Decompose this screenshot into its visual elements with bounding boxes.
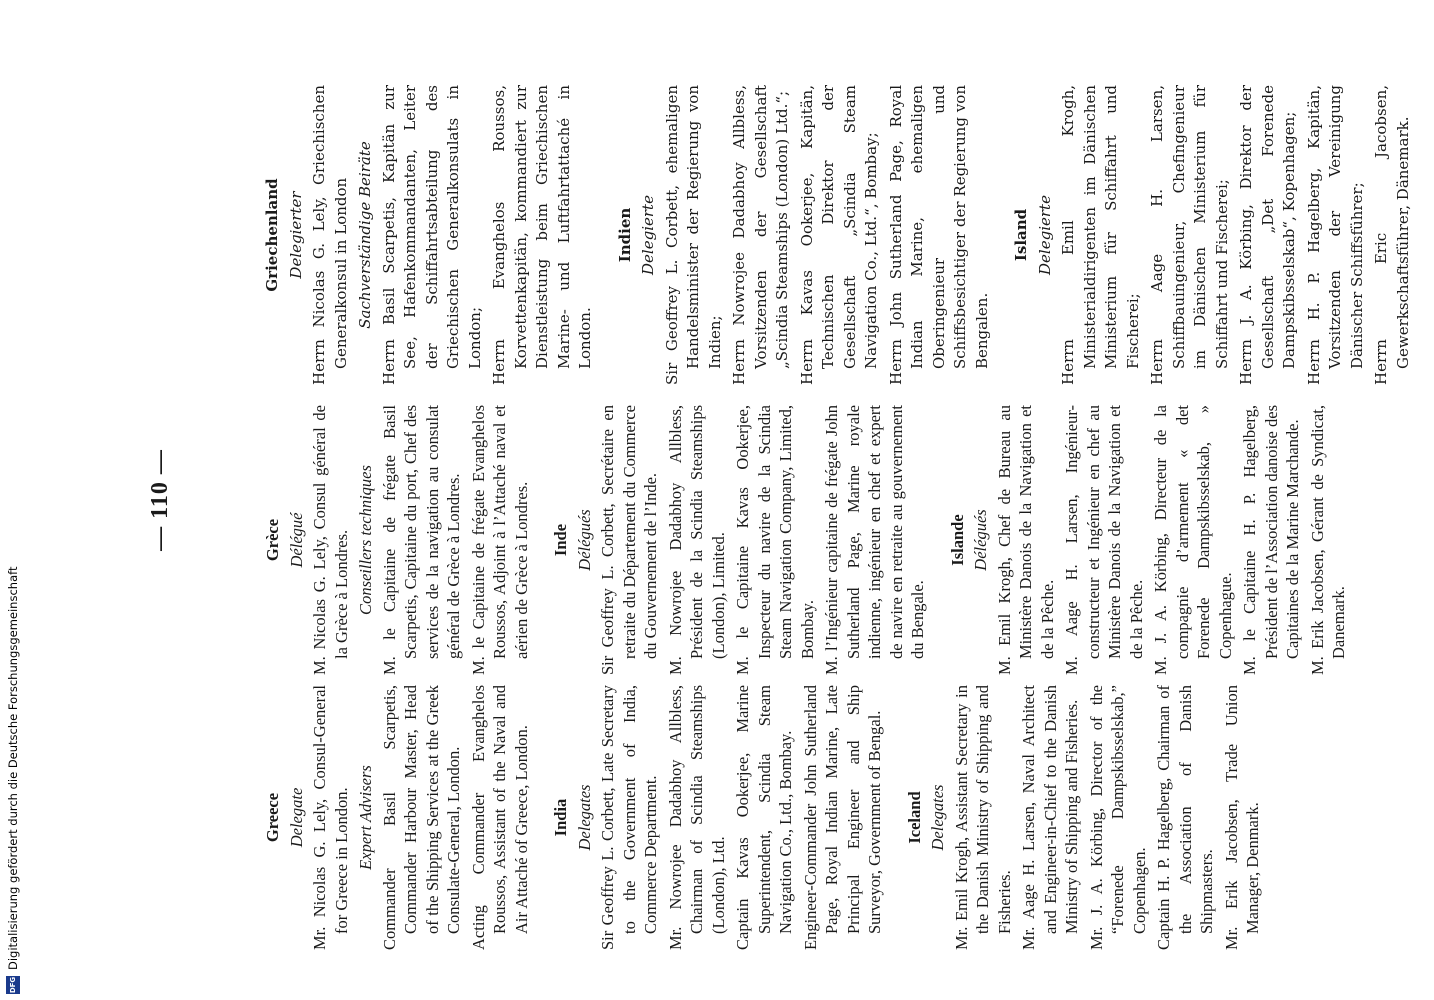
column-french — [262, 405, 1353, 675]
country-heading-iceland: Islande — [947, 514, 967, 566]
column-english — [262, 685, 1267, 950]
entry-iceland-delegate-1: M. Emil Krogh, Chef de Bureau au Ministère Danois de la Navigation et de la Pêche. — [994, 405, 1057, 675]
dfg-logo-icon: DFG — [6, 976, 20, 994]
subheading-delegates: Delegates — [928, 784, 947, 851]
country-heading-iceland: Island — [1012, 208, 1030, 262]
entry-india-delegate-4: Engineer-Commander John Sutherland Page, Royal Indian Marine, Late Principal Engineer and Ship Surveyor, Government of Bengal. — [800, 685, 884, 950]
entry-iceland-delegate-4: M. le Capitaine H. P. Hagelberg, Président de l’Association danoise des Capitaines de la Marine Marchande. — [1240, 405, 1302, 675]
entry-iceland-delegate-5: Herrn Eric Jacobsen, Gewerkschaftsführer, Dänemark. — [1372, 85, 1412, 385]
digitization-credit — [0, 0, 26, 1000]
entry-india-delegate-1: Sir Geoffrey L. Corbett, ehemaligen Handelsminister der Regierung von Indien; — [662, 85, 724, 385]
digitization-credit-text: Digitalisierung gefördert durch die Deutsche Forschungsgemeinschaft — [6, 566, 20, 970]
entry-greece-delegate: Mr. Nicolas G. Lely, Consul-General for Greece in London. — [310, 685, 351, 950]
entry-india-delegate-2: M. Nowrojee Dadabhoy Allbless, Président de la Scindia Steamships (London), Limited. — [665, 405, 728, 675]
entry-iceland-delegate-2: Mr. Aage H. Larsen, Naval Architect and Engineer-in-Chief to the Danish Ministry of Shipping and Fisheries. — [1019, 685, 1081, 950]
entry-greece-delegate: M. Nicolas G. Lely, Consul général de la Grèce à Londres. — [310, 405, 351, 675]
entry-iceland-delegate-1: Mr. Emil Krogh, Assistant Secretary in the Danish Ministry of Shipping and Fisheries. — [951, 685, 1014, 950]
document-page — [147, 0, 1412, 1000]
subheading-delegates: Delegates — [574, 784, 594, 851]
entry-india-delegate-1: Sir Geoffrey L. Corbett, Secrétaire en retraite du Département du Commerce du Gouvernement de l’Inde. — [598, 405, 660, 675]
entry-greece-expert-1: M. le Capitaine de frégate Basil Scarpetis, Capitaine du port, Chef des services de la navigation au consulat général de Grèce à Londres. — [379, 405, 463, 675]
entry-india-delegate-2: Mr. Nowrojee Dadabhoy Allbless, Chairman of Scindia Steamships (London), Ltd. — [665, 685, 728, 950]
subheading-expert-advisers: Expert Advisers — [356, 765, 375, 870]
entry-iceland-delegate-3: Mr. J. A. Körbing, Director of the “Forenede Dampskibsselskab,” Copenhagen. — [1086, 685, 1149, 950]
subheading-expert-advisers: Sachverständige Beiräte — [356, 141, 374, 329]
country-heading-iceland: Iceland — [904, 791, 924, 844]
country-heading-greece: Grèce — [263, 518, 282, 562]
entry-iceland-delegate-2: Herrn Aage H. Larsen, Schiffbauingenieur, Chefingenieur im Dänischen Ministerium für Schiffahrt und Fischerei; — [1148, 85, 1231, 385]
country-heading-india: Indien — [615, 207, 634, 263]
subheading-delegates: Delegierte — [1035, 195, 1054, 275]
country-heading-india: Inde — [551, 523, 570, 557]
entry-iceland-delegate-4: Captain H. P. Hagelberg, Chairman of the Association of Danish Shipmasters. — [1154, 685, 1216, 950]
country-heading-india: India — [551, 798, 570, 837]
entry-india-delegate-2: Herrn Nowrojee Dadabhoy Allbless, Vorsitzenden der Gesellschaft „Scindia Steamships (London) Ltd.“; — [730, 85, 791, 385]
entry-india-delegate-1: Sir Geoffrey L. Corbett, Late Secretary to the Government of India, Commerce Department. — [598, 685, 660, 950]
subheading-delegate: Delegate — [286, 787, 306, 848]
entry-india-delegate-3: M. le Capitaine Kavas Ookerjee, Inspecteur du navire de la Scindia Steam Navigation Company, Limited, Bombay. — [733, 405, 817, 675]
entry-iceland-delegate-4: Herrn H. P. Hagelberg, Kapitän, Vorsitzenden der Vereinigung Dänischer Schiffsführer; — [1304, 85, 1366, 385]
subheading-delegate: Delegierter — [286, 191, 305, 279]
subheading-delegate: Délégué — [286, 512, 306, 568]
subheading-delegates: Delegierte — [639, 195, 657, 275]
entry-greece-expert-2: Herrn Evanghelos Roussos, Korvettenkapitän, kommandiert zur Dienstleistung beim Griechischen Marine- und Luftfahrtattaché in London. — [490, 85, 594, 385]
subheading-expert-advisers: Conseillers techniques — [356, 465, 375, 615]
entry-iceland-delegate-1: Herrn Emil Krogh, Ministerialdirigenten im Dänischen Ministerium für Schiffahrt und Fischerei; — [1059, 85, 1142, 385]
subheading-delegates: Délégués — [574, 509, 594, 571]
page-number: — 110 — — [147, 449, 173, 551]
entry-india-delegate-3: Herrn Kavas Ookerjee, Kapitän, Technischen Direktor der Gesellschaft „Scindia Steam Navigation Co., Ltd.“, Bombay; — [797, 85, 880, 385]
column-german — [262, 85, 1417, 385]
entry-greece-expert-1: Herrn Basil Scarpetis, Kapitän zur See, Hafenkommandanten, Leiter der Schiffahrtsabteilung des Griechischen Generalkonsulats in London; — [379, 85, 484, 385]
subheading-delegates: Délégués — [971, 509, 990, 571]
country-heading-greece: Griechenland — [263, 178, 281, 292]
entry-iceland-delegate-3: M. J. A. Körbing, Directeur de la compagnie d’armement « det Forenede Dampskibsselskab, » Copenhague. — [1151, 405, 1235, 675]
entry-india-delegate-4: M. l’Ingénieur capitaine de frégate John Sutherland Page, Marine royale indienne, ingénieur en chef et expert de navire en retraite au gouvernement du Bengale. — [822, 405, 927, 675]
entry-iceland-delegate-5: Mr. Erik Jacobsen, Trade Union Manager, Denmark. — [1221, 685, 1262, 950]
entry-india-delegate-4: Herrn John Sutherland Page, Royal Indian Marine, ehemaligen Oberingenieur und Schiffsbesichtiger der Regierung von Bengalen. — [886, 85, 991, 385]
entry-iceland-delegate-2: M. Aage H. Larsen, Ingénieur-constructeur et Ingénieur en chef au Ministère Danois de la Navigation et de la Pêche. — [1062, 405, 1146, 675]
entry-greece-expert-1: Commander Basil Scarpetis, Commander Harbour Master, Head of the Shipping Services at the Greek Consulate-General, London. — [379, 685, 463, 950]
entry-greece-delegate: Herrn Nicolas G. Lely, Griechischen Generalkonsul in London — [310, 85, 350, 385]
entry-iceland-delegate-3: Herrn J. A. Körbing, Direktor der Gesellschaft „Det Forenede Dampskibsselskab“, Kopenhagen; — [1237, 85, 1298, 385]
country-heading-greece: Greece — [263, 792, 282, 843]
entry-iceland-delegate-5: M. Erik Jacobsen, Gérant de Syndicat, Danemark. — [1307, 405, 1348, 675]
entry-india-delegate-3: Captain Kavas Ookerjee, Marine Superintendent, Scindia Steam Navigation Co., Ltd., Bombay. — [733, 685, 795, 950]
entry-greece-expert-2: M. le Capitaine de frégate Evanghelos Roussos, Adjoint à l’Attaché naval et aérien de Grèce à Londres. — [468, 405, 531, 675]
entry-greece-expert-2: Acting Commander Evanghelos Roussos, Assistant of the Naval and Air Attaché of Greece, London. — [468, 685, 531, 950]
